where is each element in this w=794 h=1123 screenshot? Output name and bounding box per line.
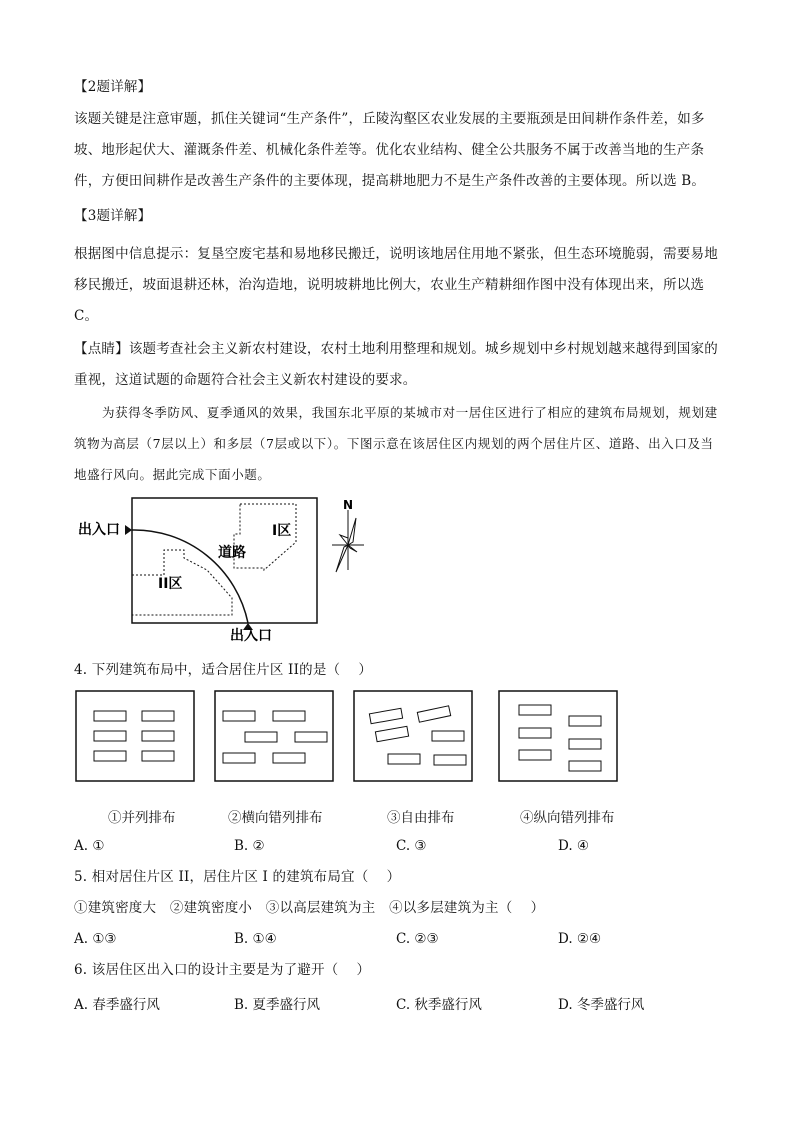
q6-option-a[interactable]: A. 春季盛行风 xyxy=(74,997,160,1013)
wind-rose-petal-north xyxy=(348,518,356,545)
question-intro xyxy=(74,397,724,490)
wind-rose-petal-east xyxy=(348,545,357,552)
layout-caption-1: ①并列排布 xyxy=(108,810,176,826)
review-body: 该题考查社会主义新农村建设，农村土地利用整理和规划。城乡规划中乡村规划越来越得到国家的重视，这道试题的命题符合社会主义新农村建设的要求。 xyxy=(74,341,718,388)
section-3-body: 根据图中信息提示：复垦空废宅基和易地移民搬迁，说明该地居住用地不紧张，但生态环境脆弱，需要易地移民搬迁，坡面退耕还林，治沟造地，说明坡耕地比例大，农业生产精耕细作图中没有体现出来，所以选 C。 xyxy=(74,246,718,324)
q5-option-b[interactable]: B. ①④ xyxy=(234,931,277,947)
road-curve xyxy=(132,530,248,623)
section-2 xyxy=(74,72,724,197)
zone-2-label: II区 xyxy=(158,576,183,592)
q4-option-b[interactable]: B. ② xyxy=(234,838,265,854)
section-2-body: 该题关键是注意审题，抓住关键词“生产条件”，丘陵沟壑区农业发展的主要瓶颈是田间耕作条件差，如多坡、地形起伏大、灌溉条件差、机械化条件差等。优化农业结构、健全公共服务不属于改善当地的生产条件，方便田间耕作是改善生产条件的主要体现，提高耕地肥力不是生产条件改善的主要体现。所以选 B。 xyxy=(74,111,706,189)
q4-option-c[interactable]: C. ③ xyxy=(396,838,427,854)
north-label: N xyxy=(343,498,354,512)
layout-diagrams xyxy=(74,690,624,785)
review-note xyxy=(74,334,724,396)
question-4-stem: 4. 下列建筑布局中，适合居住片区 II的是（ ） xyxy=(74,662,373,678)
q6-option-c[interactable]: C. 秋季盛行风 xyxy=(396,997,482,1013)
entrance-left-marker xyxy=(125,525,132,535)
layout-4-vertical-staggered xyxy=(499,691,617,781)
layout-caption-2: ②横向错列排布 xyxy=(228,810,323,826)
layout-2-horizontal-staggered xyxy=(215,691,333,781)
question-4-options xyxy=(74,838,724,858)
wind-rose-petal-west xyxy=(340,535,348,545)
intro-text: 为获得冬季防风、夏季通风的效果，我国东北平原的某城市对一居住区进行了相应的建筑布局规划，规划建筑物为高层（7层以上）和多层（7层或以下）。下图示意在该居住区内规划的两个居住片区、道路、出入口及当地盛行风向。据此完成下面小题。 xyxy=(74,405,718,482)
question-5-items: ①建筑密度大 ②建筑密度小 ③以高层建筑为主 ④以多层建筑为主（ ） xyxy=(74,900,545,916)
section-3 xyxy=(74,201,724,332)
q4-option-d[interactable]: D. ④ xyxy=(558,838,590,854)
layout-3-free xyxy=(354,691,472,781)
layout-1-parallel xyxy=(76,691,194,781)
section-2-heading: 【2题详解】 xyxy=(74,79,152,95)
review-label: 【点睛】 xyxy=(74,341,129,357)
entrance-left-label: 出入口 xyxy=(78,522,120,538)
road-label: 道路 xyxy=(218,545,246,561)
section-3-heading: 【3题详解】 xyxy=(74,208,152,224)
question-5-options xyxy=(74,931,724,951)
layout-caption-4: ④纵向错列排布 xyxy=(520,810,615,826)
residential-map xyxy=(74,490,394,650)
question-5-stem: 5. 相对居住片区 II，居住片区 I 的建筑布局宜（ ） xyxy=(74,869,401,885)
question-6-options xyxy=(74,993,724,1013)
q6-option-b[interactable]: B. 夏季盛行风 xyxy=(234,997,321,1013)
entrance-bottom-label: 出入口 xyxy=(230,628,272,644)
q6-option-d[interactable]: D. 冬季盛行风 xyxy=(558,997,645,1013)
layout-captions xyxy=(0,806,794,826)
q5-option-a[interactable]: A. ①③ xyxy=(74,931,117,947)
wind-rose-petal-south xyxy=(336,545,348,572)
question-6-stem: 6. 该居住区出入口的设计主要是为了避开（ ） xyxy=(74,962,371,978)
layout-caption-3: ③自由排布 xyxy=(387,810,455,826)
q5-option-d[interactable]: D. ②④ xyxy=(558,931,602,947)
zone-1-label: I区 xyxy=(272,523,292,539)
q4-option-a[interactable]: A. ① xyxy=(74,838,105,854)
q5-option-c[interactable]: C. ②③ xyxy=(396,931,439,947)
